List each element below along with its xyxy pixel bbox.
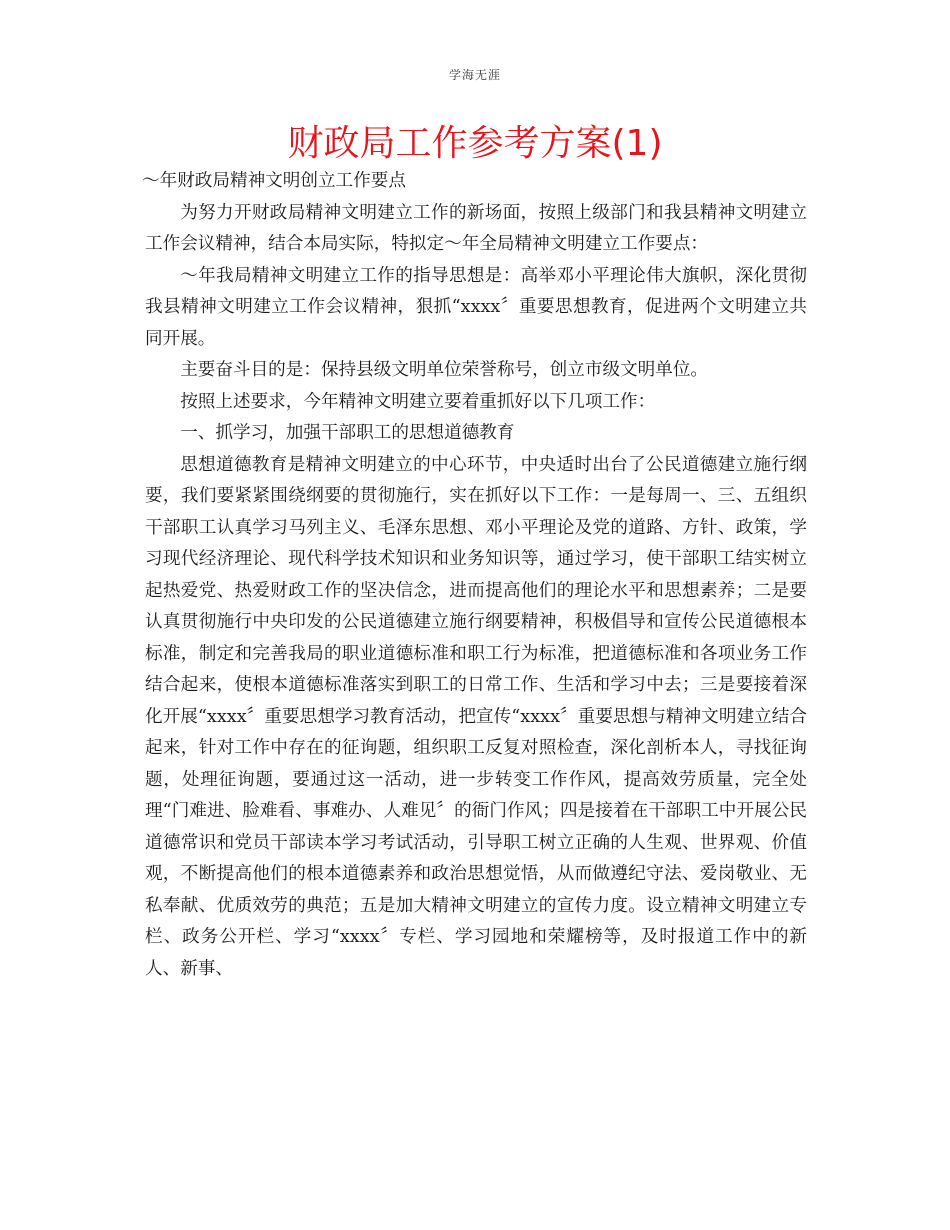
section-heading: 一、抓学习，加强干部职工的思想道德教育 [180, 423, 515, 443]
subtitle-paragraph: ～年财政局精神文明创立工作要点 [142, 171, 406, 191]
body-paragraph: 为努力开财政局精神文明建立工作的新场面，按照上级部门和我县精神文明建立工作会议精神，结合本局实际，特拟定～年全局精神文明建立工作要点： [145, 202, 807, 254]
body-paragraph: ～年我局精神文明建立工作的指导思想是：高举邓小平理论伟大旗帜，深化贯彻我县精神文明建立工作会议精神，狠抓“xxxx〞重要思想教育，促进两个文明建立共同开展。 [145, 265, 807, 349]
document-body [142, 166, 807, 985]
page-header-note: 学海无涯 [448, 68, 501, 82]
body-paragraph: 主要奋斗目的是：保持县级文明单位荣誉称号，创立市级文明单位。 [180, 360, 709, 380]
document-title: 财政局工作参考方案(1) [287, 123, 663, 164]
body-paragraph: 思想道德教育是精神文明建立的中心环节，中央适时出台了公民道德建立施行纲要，我们要紧紧围绕纲要的贯彻施行，实在抓好以下工作：一是每周一、三、五组织干部职工认真学习马列主义、毛泽东思想、邓小平理论及党的道路、方针、政策，学习现代经济理论、现代科学技术知识和业务知识等，通过学习，使干部职工结实树立起热爱党、热爱财政工作的坚决信念，进而提高他们的理论水平和思想素养；二是要认真贯彻施行中央印发的公民道德建立施行纲要精神，积极倡导和宣传公民道德根本标准，制定和完善我局的职业道德标准和职工行为标准，把道德标准和各项业务工作结合起来，使根本道德标准落实到职工的日常工作、生活和学习中去；三是要接着深化开展“xxxx〞重要思想学习教育活动，把宣传“xxxx〞重要思想与精神文明建立结合起来，针对工作中存在的征询题，组织职工反复对照检查，深化剖析本人，寻找征询题，处理征询题，要通过这一活动，进一步转变工作作风，提高效劳质量，完全处理“门难进、脸难看、事难办、人难见〞的衙门作风；四是接着在干部职工中开展公民道德常识和党员干部读本学习考试活动，引导职工树立正确的人生观、世界观、价值观，不断提高他们的根本道德素养和政治思想觉悟，从而做遵纪守法、爱岗敬业、无私奉献、优质效劳的典范；五是加大精神文明建立的宣传力度。设立精神文明建立专栏、政务公开栏、学习“xxxx〞专栏、学习园地和荣耀榜等，及时报道工作中的新人、新事、 [145, 454, 807, 979]
body-paragraph: 按照上述要求，今年精神文明建立要着重抓好以下几项工作： [180, 391, 656, 412]
